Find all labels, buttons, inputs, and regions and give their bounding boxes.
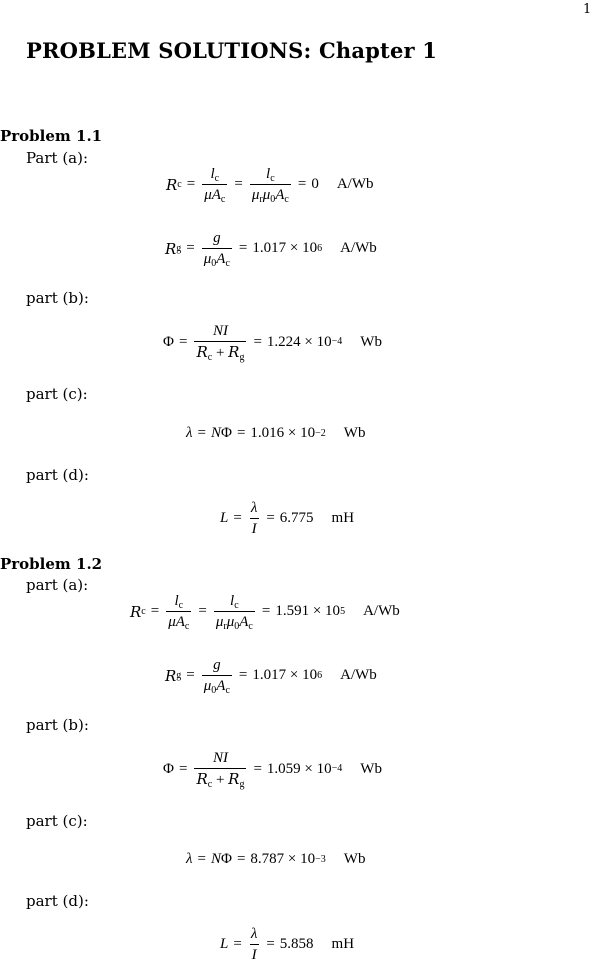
equation-reluctance-gap: R g = $\frac{g}{\mu_0A_c}$ = 1.017 × 10 6 A/Wb — [165, 657, 377, 696]
equation-unit: A/Wb — [336, 176, 374, 192]
equation-value: 1.059 × 10 — [266, 760, 332, 777]
equation-reluctance-core: R c = $\frac{l_c}{\mu A_c}$ = $\frac{l_c}{\mu_r\mu_0A_c}$ = 1.591 × 10 5 A/Wb — [130, 593, 400, 632]
equation-unit: A/Wb — [363, 603, 400, 619]
part-label: Part (a): — [26, 149, 89, 167]
equation-value: 1.224 × 10 — [266, 333, 332, 350]
part-label: part (a): — [26, 576, 89, 594]
part-label: part (c): — [26, 812, 88, 830]
part-label: part (b): — [26, 716, 89, 734]
equation-value: 1.591 × 10 — [275, 603, 341, 619]
equation-value: 1.017 × 10 — [252, 667, 318, 683]
equation-value: 0 — [311, 176, 319, 192]
equation-inductance: L = $\frac{\lambda}{I}$ = 5.858 mH — [220, 926, 355, 963]
equation-value: 8.787 × 10 — [250, 851, 316, 867]
equation-unit: mH — [331, 936, 355, 952]
part-label: part (d): — [26, 466, 89, 484]
equation-value: 1.017 × 10 — [252, 240, 318, 256]
equation-unit: Wb — [360, 760, 382, 777]
equation-reluctance-gap: R g = $\frac{g}{\mu_0A_c}$ = 1.017 × 10 6 A/Wb — [165, 230, 377, 269]
part-label: part (d): — [26, 892, 89, 910]
equation-unit: A/Wb — [340, 667, 377, 683]
part-label: part (c): — [26, 385, 88, 403]
page-title: PROBLEM SOLUTIONS: Chapter 1 — [26, 38, 438, 63]
equation-value: 6.775 — [279, 510, 314, 526]
page-number: 1 — [583, 2, 592, 17]
equation-flux: Φ = $\frac{NI}{R_c + R_g}$ = 1.059 × 10 −4 Wb — [163, 750, 382, 790]
equation-unit: Wb — [343, 851, 366, 867]
part-label: part (b): — [26, 289, 89, 307]
equation-value: 5.858 — [279, 936, 314, 952]
equation-unit: mH — [331, 510, 355, 526]
equation-unit: A/Wb — [340, 240, 377, 256]
equation-value: 1.016 × 10 — [250, 425, 316, 441]
equation-inductance: L = $\frac{\lambda}{I}$ = 6.775 mH — [220, 500, 355, 537]
equation-unit: Wb — [343, 425, 366, 441]
equation-reluctance-core: R c = $\frac{l_c}{\mu A_c}$ = $\frac{l_c}{\mu_r\mu_0A_c}$ = 0 A/Wb — [166, 166, 374, 205]
equation-flux-linkage: λ = N Φ = 1.016 × 10 −2 Wb — [186, 425, 366, 441]
equation-unit: Wb — [360, 333, 382, 350]
equation-flux-linkage: λ = N Φ = 8.787 × 10 −3 Wb — [186, 851, 366, 867]
problem-heading: Problem 1.1 — [0, 127, 103, 145]
problem-heading: Problem 1.2 — [0, 555, 103, 573]
equation-flux: Φ = $\frac{NI}{R_c + R_g}$ = 1.224 × 10 −4 Wb — [163, 323, 382, 363]
